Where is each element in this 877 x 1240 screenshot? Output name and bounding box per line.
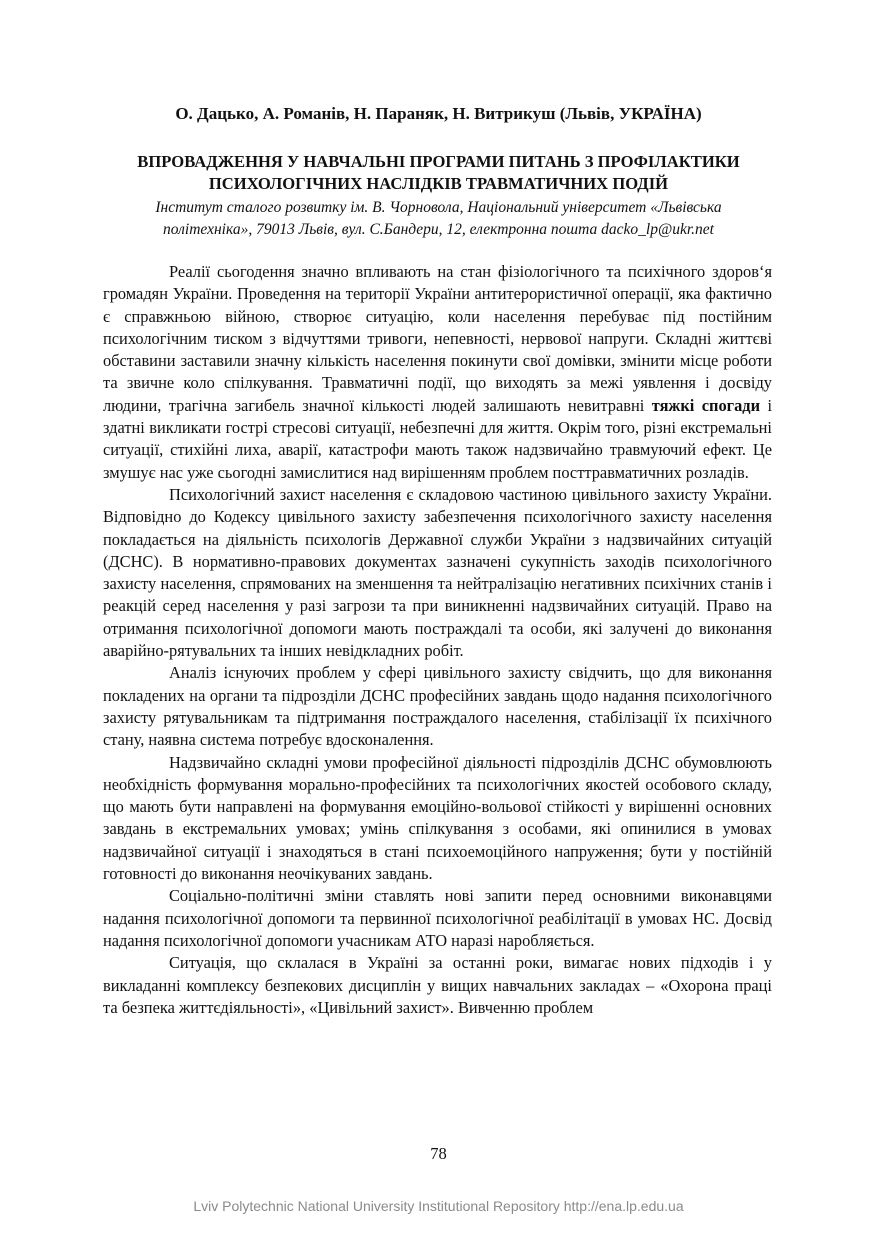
affiliation: [90, 197, 787, 241]
page-number: 78: [430, 1144, 447, 1163]
affiliation-line-2: політехніка», 79013 Львів, вул. С.Бандери, 12, електронна пошта dacko_lp@ukr.net: [163, 221, 714, 238]
paragraph-1-text-a: Реалії сьогодення значно впливають на стан фізіологічного та психічного здоров‘я громадян України. Проведення на території України антитерористичної операції, яка фактично є справжньою війною, створює ситуацію, коли населення перебуває під постійним психологічним тиском з відчуттями тривоги, непевності, нервової напруги. Складні життєві обставини заставили значну кількість населення покинути свої домівки, змінити місце роботи та звичне коло спілкування. Травматичні події, що виходять за межі уявлення і досвіду людини, трагічна загибель значної кількості людей залишають невитравні: [103, 262, 772, 415]
paragraph-6: Ситуація, що склалася в Україні за останні роки, вимагає нових підходів і у викладанні комплексу безпекових дисциплін у вищих навчальних закладах – «Охорона праці та безпека життєдіяльності», «Цивільний захист». Вивченню проблем: [103, 953, 772, 1017]
paragraph-3: Аналіз існуючих проблем у сфері цивільного захисту свідчить, що для виконання покладених на органи та підрозділи ДСНС професійних завдань щодо надання психологічного захисту рятувальникам та підтримання постраждалого населення, стабілізації їх психічного стану, наявна система потребує вдосконалення.: [103, 663, 772, 750]
authors-line: О. Дацько, А. Романів, Н. Параняк, Н. Витрикуш (Львів, УКРАЇНА): [175, 104, 702, 123]
paper-title: [70, 151, 807, 195]
paragraph-1-text-b: і здатні викликати гострі стресові ситуації, небезпечні для життя. Окрім того, різні екстремальні ситуації, стихійні лиха, аварії, катастрофи мають також надзвичайно травмуючий ефект. Це змушує нас уже сьогодні замислитися над вирішенням проблем посттравматичних розладів.: [103, 395, 772, 482]
paragraph-1-bold-phrase: тяжкі спогади: [651, 395, 761, 415]
title-line-2: ПСИХОЛОГІЧНИХ НАСЛІДКІВ ТРАВМАТИЧНИХ ПОДІЙ: [208, 174, 669, 193]
body-text: [103, 261, 772, 1019]
repository-footer: Lviv Polytechnic National University Institutional Repository http://ena.lp.edu.ua: [193, 1198, 684, 1214]
paragraph-2: Психологічний захист населення є складовою частиною цивільного захисту України. Відповідно до Кодексу цивільного захисту забезпечення психологічного захисту населення покладається на діяльність психологів Державної служби України з надзвичайних ситуацій (ДСНС). В нормативно-правових документах зазначені сукупність заходів психологічного захисту населення, спрямованих на зменшення та нейтралізацію негативних психічних станів і реакцій серед населення у разі загрози та при виникненні надзвичайних ситуацій. Право на отримання психологічної допомоги мають постраждалі та особи, які залучені до виконання аварійно-рятувальних та інших невідкладних робіт.: [103, 484, 772, 661]
affiliation-line-1: Інститут сталого розвитку ім. В. Чорновола, Національний університет «Львівська: [155, 199, 722, 216]
paragraph-5: Соціально-політичні зміни ставлять нові запити перед основними виконавцями надання психологічної допомоги та первинної психологічної реабілітації в умовах НС. Досвід надання психологічної допомоги учасникам АТО наразі наробляється.: [103, 886, 772, 950]
title-line-1: ВПРОВАДЖЕННЯ У НАВЧАЛЬНІ ПРОГРАМИ ПИТАНЬ З ПРОФІЛАКТИКИ: [137, 152, 740, 171]
paragraph-1: [103, 261, 772, 484]
paragraph-4: Надзвичайно складні умови професійної діяльності підрозділів ДСНС обумовлюють необхідність формування морально-професійних та психологічних якостей особового складу, що мають бути направлені на формування емоційно-вольової стійкості у вирішенні основних завдань в екстремальних умовах; умінь спілкування з особами, які опинилися в умовах надзвичайної ситуації і знаходяться в стані психоемоційного напруження; бути у постійній готовності до виконання неочікуваних завдань.: [103, 752, 772, 884]
